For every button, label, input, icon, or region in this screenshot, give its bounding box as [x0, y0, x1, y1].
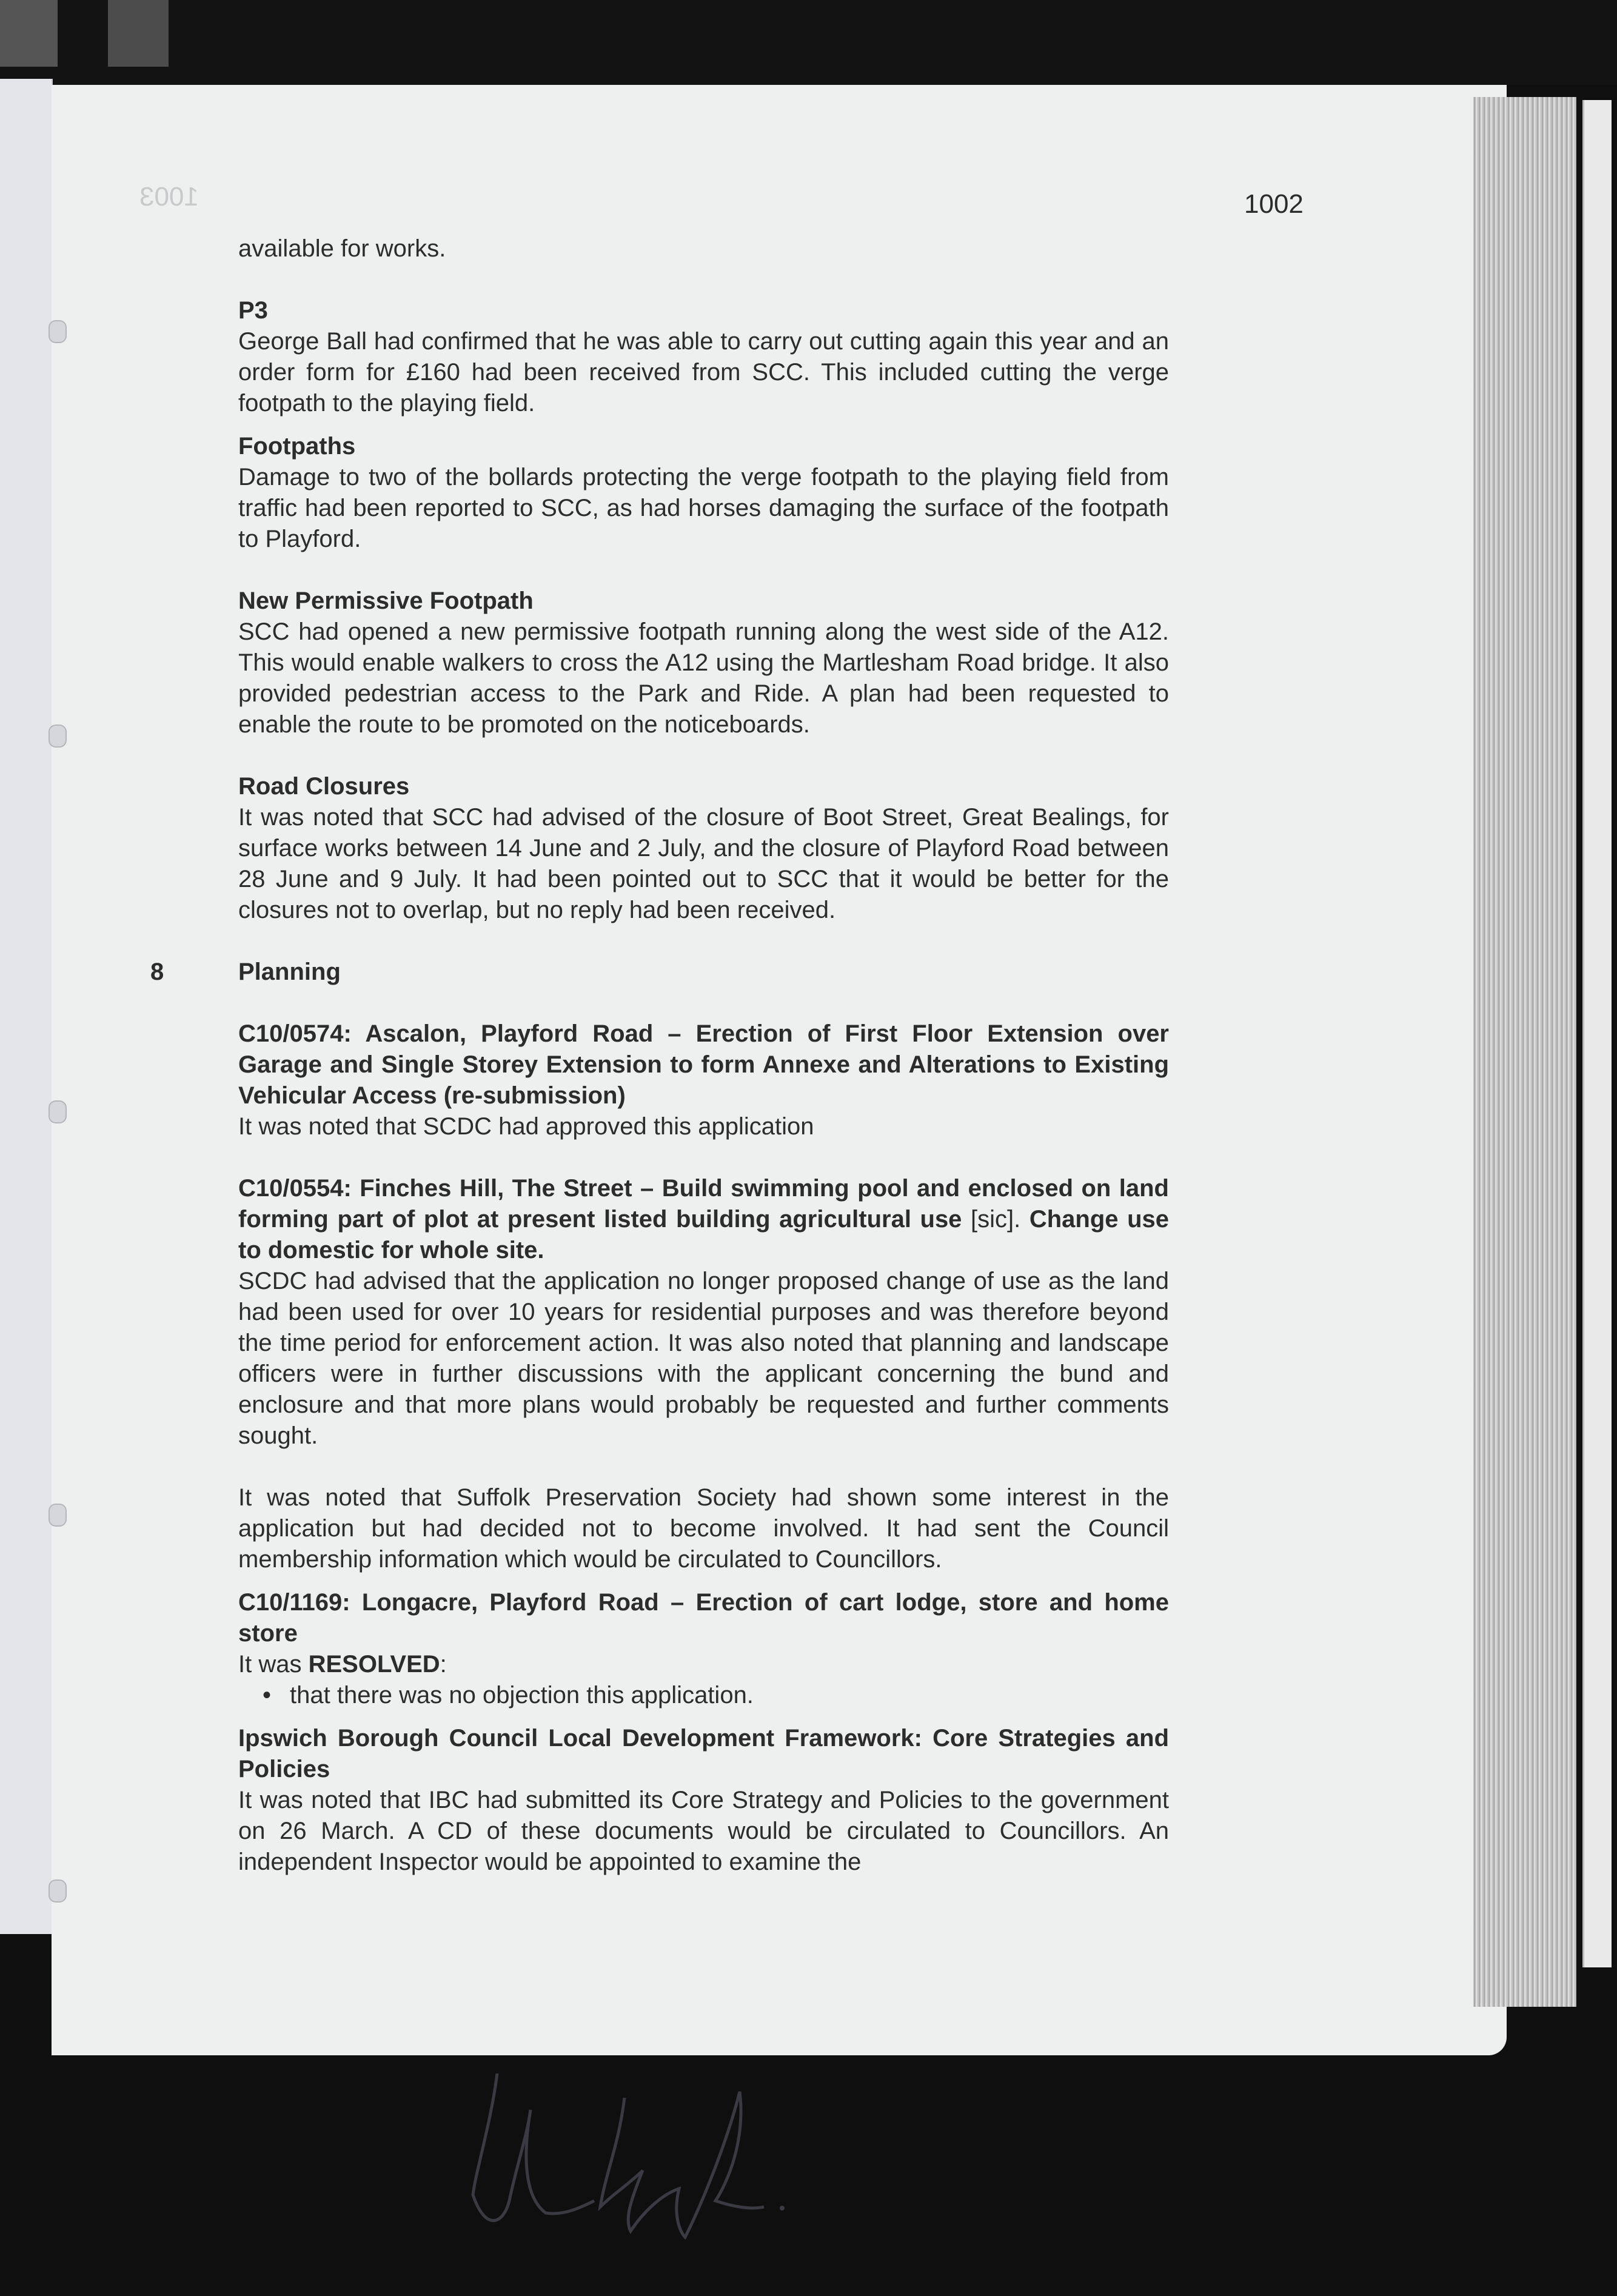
application-title-c10-0574: C10/0574: Ascalon, Playford Road – Erection of First Floor Extension over Garage and Single Storey Extension to form Annexe and Alterations to Existing Vehicular Access (re-submission) — [238, 1020, 1169, 1109]
punch-hole — [49, 1504, 67, 1527]
section-body-new-permissive-footpath: SCC had opened a new permissive footpath running along the west side of the A12. This would enable walkers to cross the A12 using the Martlesham Road bridge. It also provided pedestrian access to the Park and Ride. A plan had been requested to enable the route to be promoted on the noticeboards. — [238, 618, 1169, 738]
resolution-bullet-text: that there was no objection this application. — [290, 1682, 754, 1709]
section-body-footpaths: Damage to two of the bollards protecting the verge footpath to the playing field from traffic had been reported to SCC, as had horses damaging the surface of the footpath to Playford. — [238, 464, 1169, 552]
punch-hole — [49, 1100, 67, 1123]
application-body-c10-0554: SCDC had advised that the application no longer proposed change of use as the land had been used for over 10 years for residential purposes and was therefore beyond the time period for enforcement action. It was also noted that planning and landscape officers were in further discussions with the applicant concerning the bund and enclosure and that more plans would probably be requested and further comments sought. — [238, 1268, 1169, 1449]
binder-background — [0, 0, 1617, 85]
resolution-keyword: RESOLVED — [308, 1651, 440, 1678]
section-heading-planning: Planning — [238, 959, 341, 985]
previous-page-edge — [0, 79, 53, 1934]
application-title-c10-0554-sic: [sic]. — [962, 1206, 1021, 1233]
section-body-ipswich-ldf: It was noted that IBC had submitted its Core Strategy and Policies to the government on 26 March. A CD of these documents would be circulated to Councillors. An independent Inspector would be appointed to examine the — [238, 1787, 1169, 1875]
section-body-road-closures: It was noted that SCC had advised of the closure of Boot Street, Great Bealings, for surface works between 14 June and 2 July, and the closure of Playford Road between 28 June and 9 July. It had been pointed out to SCC that it would be better for the closures not to overlap, but no reply had been received. — [238, 804, 1169, 923]
application-body-c10-0554-preservation: It was noted that Suffolk Preservation Society had shown some interest in the application but had decided not to become involved. It had sent the Council membership information which would be circulated to Councillors. — [238, 1484, 1169, 1573]
agenda-item-number: 8 — [150, 959, 164, 985]
page-stack-edges — [1473, 97, 1576, 2007]
application-title-c10-0554-part2: Change use to domestic for whole site. — [238, 1206, 1169, 1263]
bullet-icon: • — [263, 1682, 272, 1709]
binder-ring — [0, 0, 58, 67]
continuation-text: available for works. — [238, 235, 446, 262]
application-body-c10-0574: It was noted that SCDC had approved this application — [238, 1113, 814, 1140]
section-heading-p3: P3 — [238, 297, 268, 324]
show-through-page-number: 1003 — [139, 182, 199, 212]
minutes-body — [150, 233, 1169, 1878]
section-heading-new-permissive-footpath: New Permissive Footpath — [238, 587, 534, 614]
page-stack-outer-edge — [1582, 100, 1612, 1967]
resolution-bullet — [263, 1680, 1169, 1711]
binder-ring — [108, 0, 169, 67]
application-title-c10-1169: C10/1169: Longacre, Playford Road – Erection of cart lodge, store and home store — [238, 1589, 1169, 1647]
signature-stroke — [473, 2073, 594, 2221]
resolution-suffix: : — [440, 1651, 447, 1678]
punch-hole — [49, 725, 67, 748]
signature-stroke — [600, 2092, 764, 2237]
page-number: 1002 — [1244, 189, 1304, 219]
section-body-p3: George Ball had confirmed that he was able to carry out cutting again this year and an order form for £160 had been received from SCC. This included cutting the verge footpath to the playing field. — [238, 328, 1169, 417]
section-heading-road-closures: Road Closures — [238, 773, 410, 800]
section-heading-footpaths: Footpaths — [238, 433, 356, 460]
agenda-item-planning — [150, 957, 1169, 988]
resolution-line — [238, 1649, 1169, 1680]
resolution-prefix: It was — [238, 1651, 309, 1678]
punch-hole — [49, 320, 67, 343]
signature-dot — [780, 2206, 785, 2211]
application-title-c10-0554 — [238, 1173, 1169, 1266]
section-heading-ipswich-ldf: Ipswich Borough Council Local Development Framework: Core Strategies and Policies — [238, 1725, 1169, 1782]
signature-icon — [424, 2049, 1000, 2243]
punch-hole — [49, 1879, 67, 1903]
application-title-c10-0554-part1: C10/0554: Finches Hill, The Street – Build swimming pool and enclosed on land forming part of plot at present listed building agricultural use — [238, 1175, 1169, 1233]
